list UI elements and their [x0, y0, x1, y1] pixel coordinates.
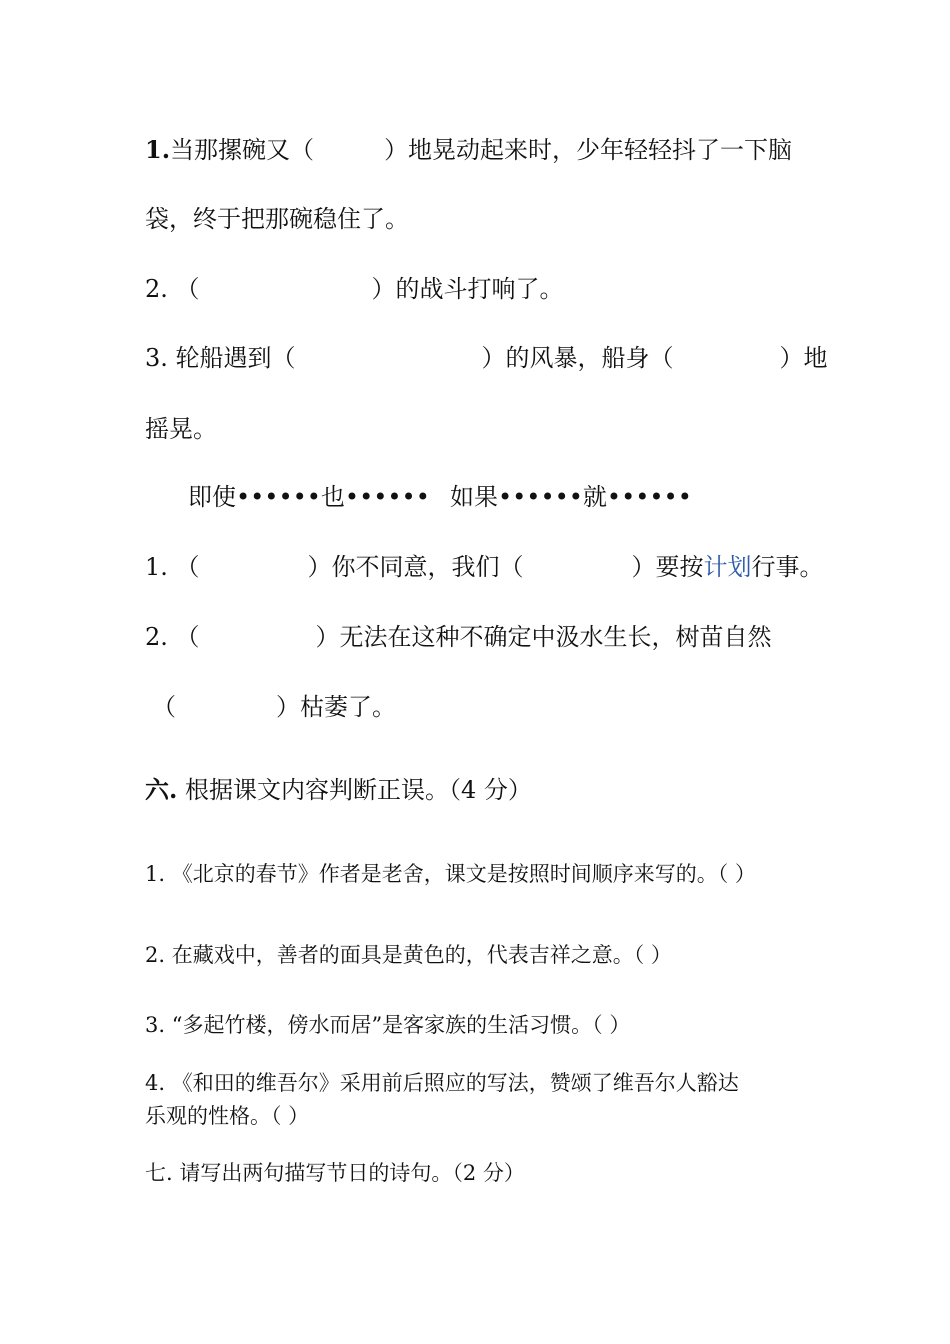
conj-q2-line1	[145, 622, 772, 652]
q2-text-b: ）的战斗打响了。	[371, 275, 564, 303]
section-6-number: 六.	[145, 775, 178, 804]
judge-item-3: 3. “多起竹楼，傍水而居”是客家族的生活习惯。（ ）	[145, 1013, 631, 1037]
section-6-heading	[145, 775, 532, 805]
conj-q2-text-b: ）无法在这种不确定中汲水生长，树苗自然	[315, 623, 772, 651]
conj-q2-text-a: 2. （	[145, 623, 200, 651]
conjunction-option-2: 如果••••••就••••••	[450, 483, 692, 511]
conj-q1-text-c: ）要按	[631, 553, 704, 581]
conj-q1-text-d: 行事。	[751, 553, 824, 581]
q3-text-c: ）地	[779, 344, 828, 372]
judge-item-2: 2. 在藏戏中，善者的面具是黄色的，代表吉祥之意。（ ）	[145, 943, 672, 967]
conjunction-option-1: 即使••••••也••••••	[188, 483, 430, 511]
section-7-heading: 七. 请写出两句描写节日的诗句。（2 分）	[145, 1161, 525, 1185]
judge-item-4-line2: 乐观的性格。（ ）	[145, 1104, 310, 1128]
q1-text-a: 当那摞碗又（	[170, 136, 315, 164]
q3-text-a: 3. 轮船遇到（	[145, 344, 296, 372]
plan-link[interactable]: 计划	[703, 553, 752, 581]
fill-q2	[145, 274, 564, 304]
q1-number: 1.	[145, 135, 171, 164]
fill-q3-line1	[145, 343, 828, 373]
fill-q1-line2: 袋，终于把那碗稳住了。	[145, 205, 409, 233]
fill-q1-line1	[145, 135, 792, 165]
conj-q2-text-d: ）枯萎了。	[276, 693, 396, 721]
conj-q2-line2	[152, 692, 396, 722]
conj-q1-text-a: 1. （	[145, 553, 200, 581]
section-6-title: 根据课文内容判断正误。（4 分）	[185, 776, 532, 804]
conj-q1	[145, 552, 824, 582]
judge-item-4-line1: 4. 《和田的维吾尔》采用前后照应的写法，赞颂了维吾尔人豁达	[145, 1071, 739, 1095]
q1-text-b: ）地晃动起来时，少年轻轻抖了一下脑	[384, 136, 793, 164]
conj-q2-text-c: （	[152, 693, 176, 721]
judge-item-1: 1. 《北京的春节》作者是老舍，课文是按照时间顺序来写的。（ ）	[145, 862, 756, 886]
q2-text-a: 2. （	[145, 275, 200, 303]
q3-text-b: ）的风暴，船身（	[481, 344, 674, 372]
fill-q3-line2: 摇晃。	[145, 415, 217, 443]
conj-q1-text-b: ）你不同意，我们（	[307, 553, 524, 581]
